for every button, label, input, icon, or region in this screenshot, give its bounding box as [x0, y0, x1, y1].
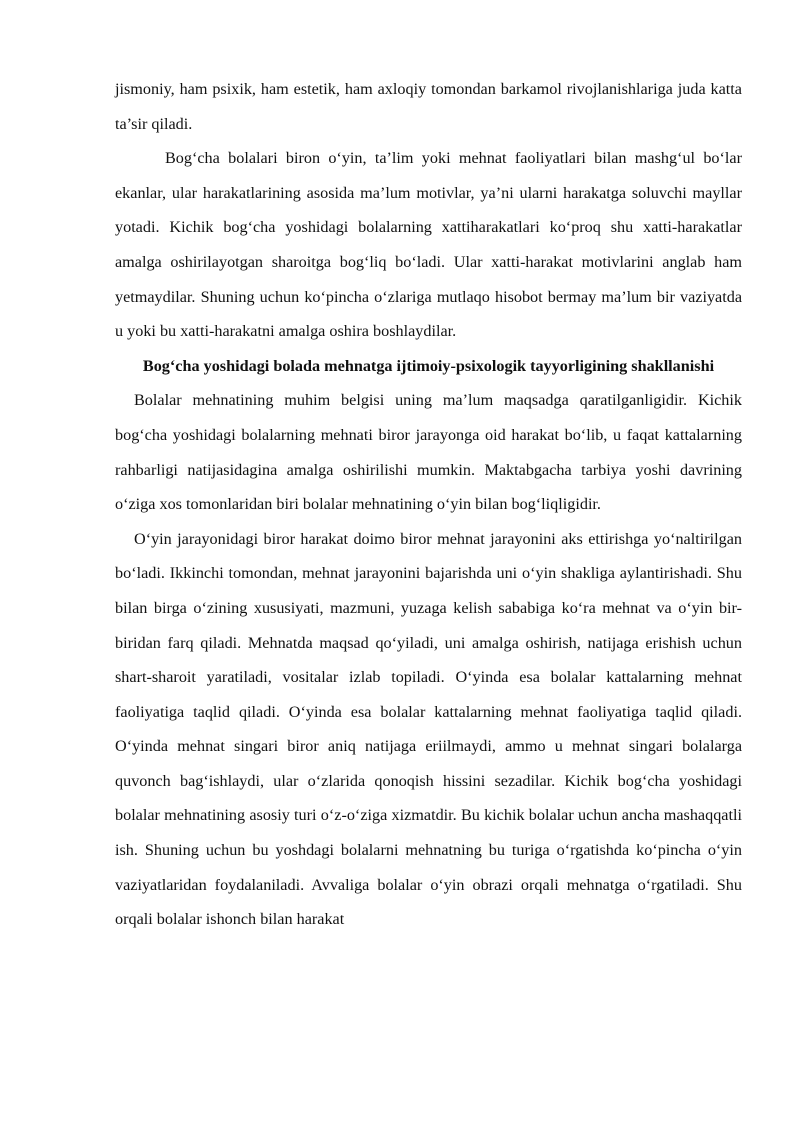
paragraph-play-and-labor: O‘yin jarayonidagi biror harakat doimo biror mehnat jarayonini aks ettirishga yo‘naltirilgan bo‘ladi. Ikkinchi tomondan, mehnat jarayonini bajarishda uni o‘yin shakliga aylantirishadi. Shu bilan birga o‘zining xususiyati, mazmuni, yuzaga kelish sababiga ko‘ra mehnat va o‘yin bir-biridan farq qiladi. Mehnatda maqsad qo‘yiladi, uni amalga oshirish, natijaga erishish uchun shart-sharoit yaratiladi, vositalar izlab topiladi. O‘yinda esa bolalar kattalarning mehnat faoliyatiga taqlid qiladi. O‘yinda esa bolalar kattalarning mehnat faoliyatiga taqlid qiladi. O‘yinda mehnat singari biror aniq natijaga eriilmaydi, ammo u mehnat singari bolalarga quvonch bag‘ishlaydi, ular o‘zlarida qonoqish hissini sezadilar. Kichik bog‘cha yoshidagi bolalar mehnatining asosiy turi o‘z-o‘ziga xizmatdir. Bu kichik bolalar uchun ancha mashaqqatli ish. Shuning uchun bu yoshdagi bolalarni mehnatning bu turiga o‘rgatishda ko‘pincha o‘yin vaziyatlaridan foydalaniladi. Avvaliga bolalar o‘yin obrazi orqali mehnatga o‘rgatiladi. Shu orqali bolalar ishonch bilan harakat — [115, 529, 742, 929]
paragraph-continuation: jismoniy, ham psixik, ham estetik, ham axloqiy tomondan barkamol rivojlanishlariga juda katta ta’sir qiladi. — [115, 80, 742, 133]
document-body — [115, 72, 742, 937]
paragraph-motives: Bog‘cha bolalari biron o‘yin, ta’lim yoki mehnat faoliyatlari bilan mashg‘ul bo‘lar ekanlar, ular harakatlarining asosida ma’lum motivlar, ya’ni ularni harakatga soluvchi mayllar yotadi. Kichik bog‘cha yoshidagi bolalarning xattiharakatlari ko‘proq shu xatti-harakatlar amalga oshirilayotgan sharoitga bog‘liq bo‘ladi. Ular xatti-harakat motivlarini anglab ham yetmaydilar. Shuning uchun ko‘pincha o‘zlariga mutlaqo hisobot bermay ma’lum bir vaziyatda u yoki bu xatti-harakatni amalga oshira boshlaydilar. — [115, 149, 742, 341]
paragraph-children-labor: Bolalar mehnatining muhim belgisi uning ma’lum maqsadga qaratilganligidir. Kichik bog‘cha yoshidagi bolalarning mehnati biror jarayonga oid harakat bo‘lib, u faqat kattalarning rahbarligi natijasidagina amalga oshirilishi mumkin. Maktabgacha tarbiya yoshi davrining o‘ziga xos tomonlaridan biri bolalar mehnatining o‘yin bilan bog‘liqligidir. — [115, 391, 742, 514]
section-heading: Bog‘cha yoshidagi bolada mehnatga ijtimoiy-psixologik tayyorligining shakllanishi — [142, 356, 715, 375]
